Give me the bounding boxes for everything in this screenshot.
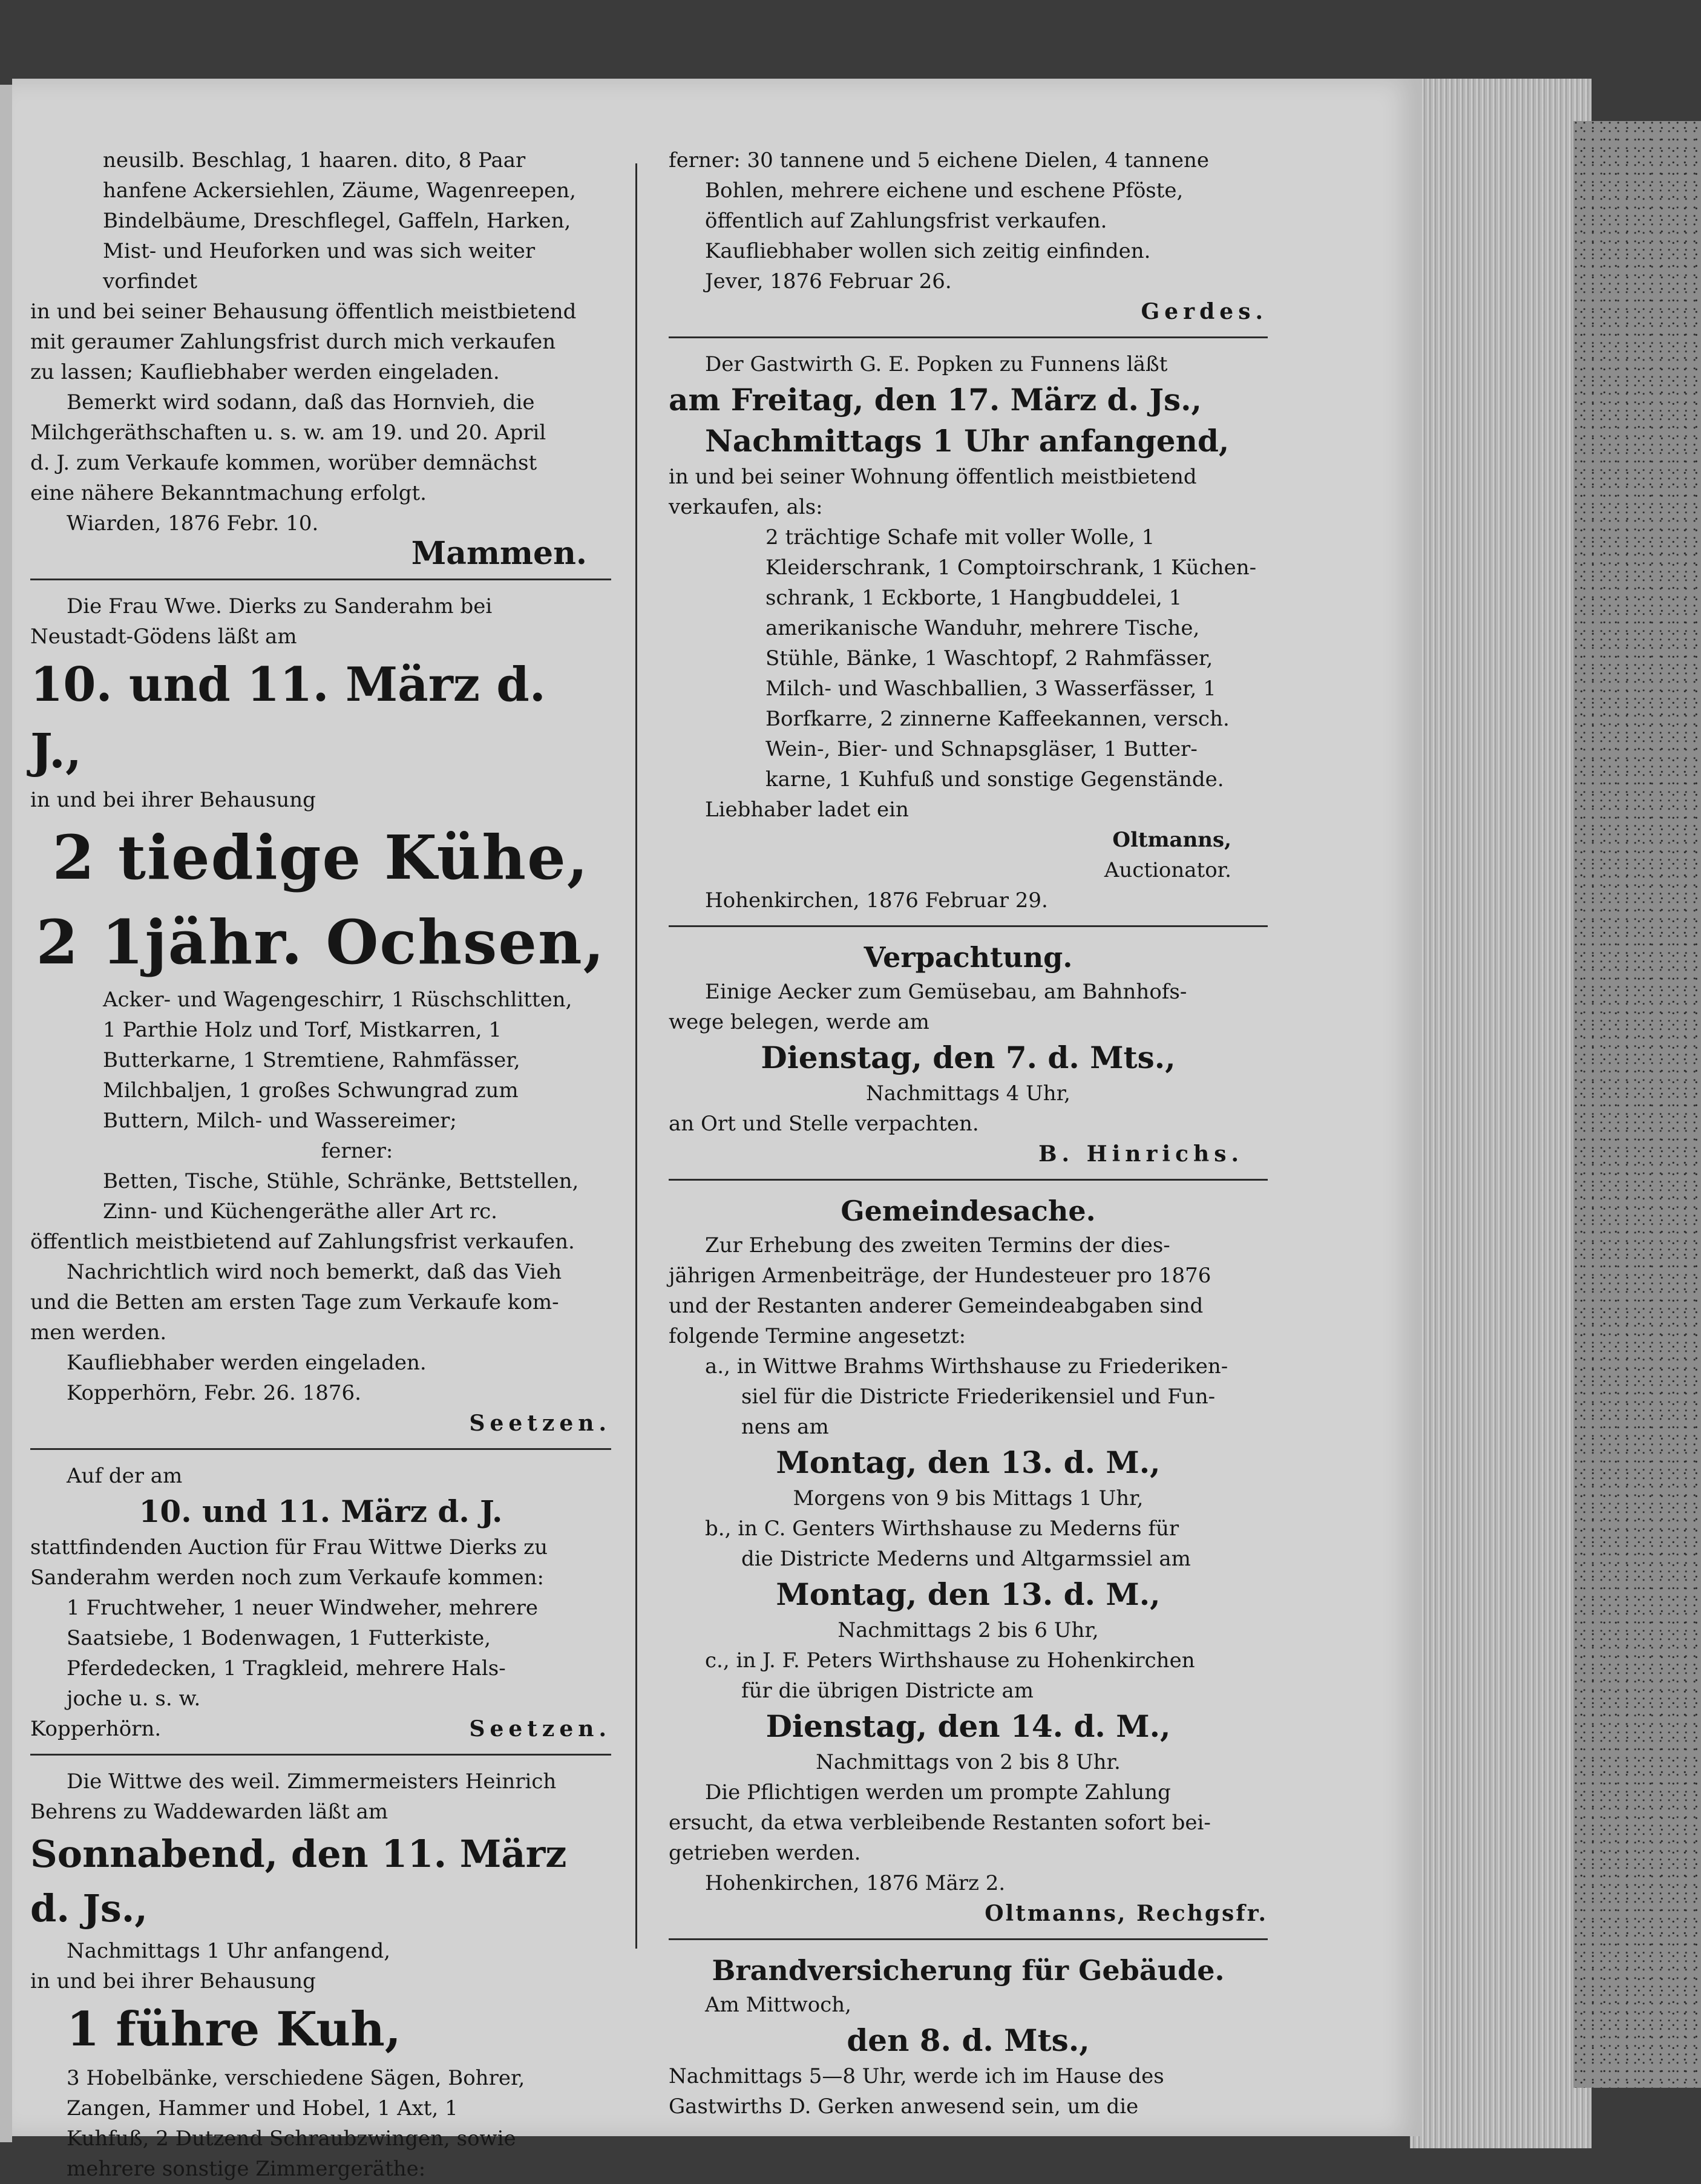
ad-separator	[30, 1448, 611, 1450]
place-date: Jever, 1876 Februar 26.	[705, 269, 952, 293]
ad-items	[669, 522, 1268, 795]
text-line: joche u. s. w.	[67, 1687, 201, 1711]
term-c	[669, 1645, 1268, 1706]
text-line: c., in J. F. Peters Wirthshause zu Hohenkirchen	[705, 1648, 1195, 1673]
text-line: Butterkarne, 1 Stremtiene, Rahmfässer,	[103, 1048, 520, 1072]
headline: 1 führe Kuh,	[67, 2002, 401, 2057]
text-line: 1 Fruchtweher, 1 neuer Windweher, mehrere	[67, 1596, 538, 1620]
text-line: in und bei ihrer Behausung	[30, 788, 316, 812]
place-date: Hohenkirchen, 1876 März 2.	[705, 1871, 1006, 1895]
signature: Gerdes.	[1141, 299, 1268, 324]
term-date: Montag, den 13. d. M.,	[776, 1576, 1161, 1612]
place-date: Wiarden, 1876 Febr. 10.	[67, 511, 319, 536]
text-line: schrank, 1 Eckborte, 1 Hangbuddelei, 1	[765, 586, 1182, 610]
ad-title: Brandversicherung für Gebäude.	[712, 1954, 1225, 1987]
text-line: hanfene Ackersiehlen, Zäume, Wagenreepen,	[103, 179, 576, 203]
text-line: Die Wittwe des weil. Zimmermeisters Heinrich	[67, 1769, 557, 1794]
ad-verpachtung	[669, 938, 1268, 1169]
text-line: karne, 1 Kuhfuß und sonstige Gegenstände.	[765, 767, 1224, 792]
text-line: 3 Hobelbänke, verschiedene Sägen, Bohrer,	[67, 2066, 525, 2090]
text-line: für die übrigen Districte am	[741, 1679, 1034, 1703]
ad-gerdes	[669, 145, 1268, 327]
text-line: Kleiderschrank, 1 Comptoirschrank, 1 Küchen-	[765, 556, 1257, 580]
ad-separator	[669, 336, 1268, 338]
place: Kopperhörn.	[30, 1717, 162, 1741]
text-line: Nachmittags 2 bis 6 Uhr,	[837, 1618, 1099, 1642]
ad-dierks	[30, 591, 611, 1438]
right-column	[669, 145, 1268, 2122]
text-line: Kaufliebhaber wollen sich zeitig einfinden.	[705, 239, 1151, 263]
ad-title: Gemeindesache.	[841, 1195, 1096, 1227]
ad-separator	[669, 925, 1268, 927]
text-line: Auf der am	[67, 1464, 183, 1488]
text-line: die Districte Mederns und Altgarmssiel am	[741, 1547, 1191, 1571]
ad-items	[30, 145, 611, 297]
book-page-edges	[1410, 79, 1591, 2148]
text-line: Zangen, Hammer und Hobel, 1 Axt, 1	[67, 2096, 458, 2120]
text-line: Mist- und Heuforken und was sich weiter	[103, 239, 536, 263]
date-headline: Sonnabend, den 11. März d. Js.,	[30, 1832, 567, 1930]
text-line: ferner: 30 tannene und 5 eichene Dielen, 4 tannene	[669, 148, 1209, 172]
left-column	[30, 145, 611, 2184]
ad-popken	[669, 349, 1268, 916]
text-line: eine nähere Bekanntmachung erfolgt.	[30, 481, 427, 505]
text-line: a., in Wittwe Brahms Wirthshause zu Friederiken-	[705, 1354, 1228, 1379]
text-line: Behrens zu Waddewarden läßt am	[30, 1800, 388, 1824]
text-line: 1 Parthie Holz und Torf, Mistkarren, 1	[103, 1018, 502, 1042]
text-line: wege belegen, werde am	[669, 1010, 929, 1034]
previous-page-edge	[0, 85, 12, 2142]
text-line: ersucht, da etwa verbleibende Restanten sofort bei-	[669, 1811, 1211, 1835]
place-date: Hohenkirchen, 1876 Februar 29.	[705, 888, 1048, 913]
text-line: Stühle, Bänke, 1 Waschtopf, 2 Rahmfässer,	[765, 646, 1213, 671]
ad-gemeindesache	[669, 1192, 1268, 1929]
book-cover-edge	[1573, 121, 1701, 2088]
ad-mammen	[30, 145, 611, 572]
text-line: nens am	[741, 1415, 829, 1439]
text-line: in und bei seiner Behausung öffentlich meistbietend	[30, 300, 577, 324]
text-line: verkaufen, als:	[669, 495, 823, 519]
text-line: ferner:	[321, 1139, 393, 1163]
text-line: in und bei ihrer Behausung	[30, 1969, 316, 1993]
ad-behrens	[30, 1766, 611, 2184]
text-line: in und bei seiner Wohnung öffentlich meistbietend	[669, 465, 1197, 489]
text-line: Nachrichtlich wird noch bemerkt, daß das Vieh	[67, 1260, 562, 1284]
text-line: amerikanische Wanduhr, mehrere Tische,	[765, 616, 1200, 640]
text-line: Der Gastwirth G. E. Popken zu Funnens läßt	[705, 352, 1168, 376]
text-line: Milchbaljen, 1 großes Schwungrad zum	[103, 1078, 519, 1103]
text-line: folgende Termine angesetzt:	[669, 1324, 966, 1348]
text-line: Nachmittags 1 Uhr anfangend,	[67, 1939, 391, 1963]
text-line: Saatsiebe, 1 Bodenwagen, 1 Futterkiste,	[67, 1626, 491, 1650]
column-divider	[635, 163, 637, 1949]
text-line: Liebhaber ladet ein	[705, 798, 909, 822]
text-line: und der Restanten anderer Gemeindeabgaben sind	[669, 1294, 1204, 1318]
signature: Seetzen.	[469, 1716, 611, 1742]
text-line: vorfindet	[103, 269, 198, 293]
signature: Oltmanns,	[1112, 828, 1231, 852]
headline: 2 1jähr. Ochsen,	[36, 907, 606, 978]
ad-title: Verpachtung.	[864, 941, 1073, 974]
text-line: Bohlen, mehrere eichene und eschene Pföste,	[705, 179, 1184, 203]
text-line: Am Mittwoch,	[705, 1993, 851, 2017]
text-line: Acker- und Wagengeschirr, 1 Rüschschlitten,	[103, 988, 572, 1012]
signature-title: Auctionator.	[1104, 858, 1231, 882]
text-line: men werden.	[30, 1320, 167, 1345]
text-line: Sanderahm werden noch zum Verkaufe kommen:	[30, 1566, 544, 1590]
text-line: getrieben werden.	[669, 1841, 861, 1865]
text-line: b., in C. Genters Wirthshause zu Mederns für	[705, 1517, 1179, 1541]
ad-items	[30, 985, 611, 1227]
signature: Oltmanns, Rechgsfr.	[985, 1901, 1268, 1926]
ad-footer	[30, 1714, 611, 1744]
text-line: Nachmittags 4 Uhr,	[865, 1081, 1070, 1106]
ad-separator	[30, 579, 611, 580]
text-line: Einige Aecker zum Gemüsebau, am Bahnhofs-	[705, 980, 1187, 1004]
signature: Seetzen.	[469, 1411, 611, 1436]
headline: 2 tiedige Kühe,	[52, 822, 589, 893]
date-headline: den 8. d. Mts.,	[847, 2022, 1090, 2058]
date-headline: 10. und 11. März d. J.	[139, 1494, 503, 1529]
text-line: öffentlich auf Zahlungsfrist verkaufen.	[705, 209, 1107, 233]
text-line: Bemerkt wird sodann, daß das Hornvieh, die	[67, 390, 535, 415]
text-line: Kuhfuß, 2 Dutzend Schraubzwingen, sowie	[67, 2127, 516, 2151]
text-line: Morgens von 9 bis Mittags 1 Uhr,	[793, 1486, 1144, 1510]
term-date: Montag, den 13. d. M.,	[776, 1445, 1161, 1480]
term-b	[669, 1513, 1268, 1574]
date-headline: Dienstag, den 7. d. Mts.,	[761, 1040, 1176, 1075]
term-date: Dienstag, den 14. d. M.,	[765, 1708, 1171, 1744]
term-a	[669, 1351, 1268, 1442]
text-line: siel für die Districte Friederikensiel und Fun-	[741, 1385, 1216, 1409]
text-line: und die Betten am ersten Tage zum Verkaufe kom-	[30, 1290, 559, 1314]
ad-separator	[669, 1179, 1268, 1181]
ad-brandversicherung	[669, 1951, 1268, 2122]
text-line: Die Frau Wwe. Dierks zu Sanderahm bei	[67, 594, 493, 618]
text-line: Pferdedecken, 1 Tragkleid, mehrere Hals-	[67, 1656, 506, 1681]
text-line: zu lassen; Kaufliebhaber werden eingeladen.	[30, 360, 500, 384]
text-line: Nachmittags 5—8 Uhr, werde ich im Hause des	[669, 2064, 1164, 2088]
time-headline: Nachmittags 1 Uhr anfangend,	[705, 423, 1230, 459]
text-line: mit geraumer Zahlungsfrist durch mich verkaufen	[30, 330, 556, 354]
signature: Mammen.	[411, 535, 587, 572]
text-line: jährigen Armenbeiträge, der Hundesteuer pro 1876	[669, 1264, 1211, 1288]
text-line: Buttern, Milch- und Wassereimer;	[103, 1109, 457, 1133]
ad-separator	[669, 1938, 1268, 1940]
text-line: mehrere sonstige Zimmergeräthe:	[67, 2157, 426, 2181]
text-line: Borfkarre, 2 zinnerne Kaffeekannen, versch.	[765, 707, 1230, 731]
ad-separator	[30, 1754, 611, 1756]
text-line: d. J. zum Verkaufe kommen, worüber demnächst	[30, 451, 537, 475]
ad-dierks-supplement	[30, 1461, 611, 1744]
date-headline: 10. und 11. März d. J.,	[30, 657, 546, 779]
text-line: Kaufliebhaber werden eingeladen.	[67, 1351, 427, 1375]
text-line: Nachmittags von 2 bis 8 Uhr.	[816, 1750, 1121, 1774]
text-line: Zur Erhebung des zweiten Termins der dies-	[705, 1233, 1170, 1258]
text-line: Bindelbäume, Dreschflegel, Gaffeln, Harken,	[103, 209, 571, 233]
text-line: Milchgeräthschaften u. s. w. am 19. und 20. April	[30, 421, 546, 445]
text-line: neusilb. Beschlag, 1 haaren. dito, 8 Paar	[103, 148, 526, 172]
text-line: öffentlich meistbietend auf Zahlungsfrist verkaufen.	[30, 1230, 575, 1254]
text-line: Zinn- und Küchengeräthe aller Art rc.	[103, 1199, 497, 1224]
place-date: Kopperhörn, Febr. 26. 1876.	[67, 1381, 361, 1405]
text-line: 2 trächtige Schafe mit voller Wolle, 1	[765, 525, 1155, 549]
date-headline: am Freitag, den 17. März d. Js.,	[669, 382, 1202, 418]
text-line: stattfindenden Auction für Frau Wittwe Dierks zu	[30, 1535, 548, 1559]
text-line: Milch- und Waschballien, 3 Wasserfässer, 1	[765, 677, 1216, 701]
text-line: Wein-, Bier- und Schnapsgläser, 1 Butter-	[765, 737, 1198, 761]
ad-items	[30, 1593, 611, 1714]
text-line: Gastwirths D. Gerken anwesend sein, um die	[669, 2094, 1139, 2119]
text-line: an Ort und Stelle verpachten.	[669, 1112, 979, 1136]
text-line: Betten, Tische, Stühle, Schränke, Bettstellen,	[103, 1169, 579, 1193]
signature: B. Hinrichs.	[1038, 1141, 1244, 1167]
text-line: Die Pflichtigen werden um prompte Zahlung	[705, 1780, 1171, 1805]
ad-items	[30, 2063, 611, 2184]
text-line: Neustadt-Gödens läßt am	[30, 625, 297, 649]
